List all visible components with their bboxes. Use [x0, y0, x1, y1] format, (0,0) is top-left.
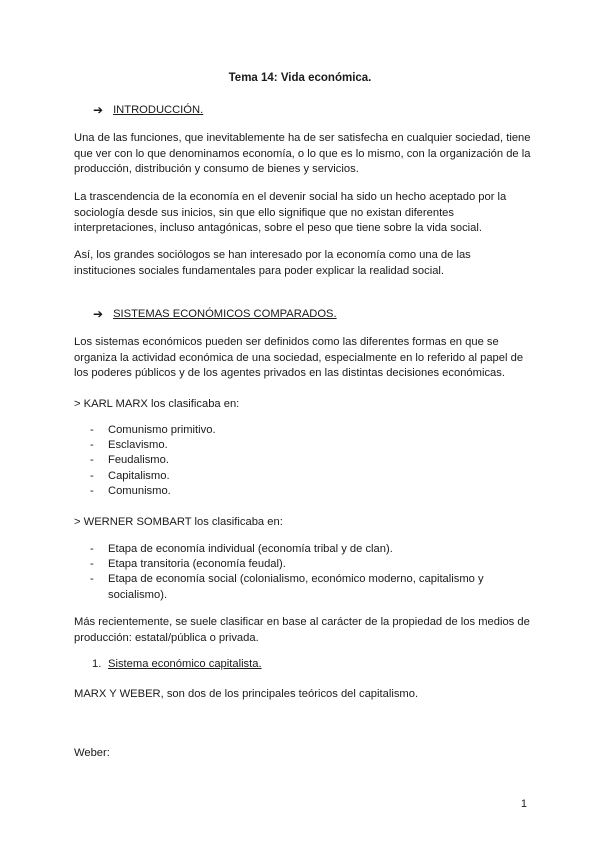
arrow-bullet-icon: ➔ [93, 307, 104, 321]
arrow-bullet-icon: ➔ [93, 103, 104, 117]
marx-lead: > KARL MARX los clasificaba en: [74, 398, 240, 410]
weber-label: Weber: [74, 747, 110, 759]
dash-bullet: - [90, 543, 94, 555]
paragraph-systems: Los sistemas económicos pueden ser definidos como las diferentes formas en que se organiza la actividad económica de una sociedad, especialmente en lo referido al papel de los poderes públicos y de los agentes privados en las distintas decisiones económicas. [74, 336, 524, 379]
list-item: - Esclavismo. [0, 438, 508, 453]
list-item: - Feudalismo. [0, 453, 508, 468]
paragraph-intro-2: La trascendencia de la economía en el devenir social ha sido un hecho aceptado por la sociología desde sus inicios, sin que ello signifique que no existan diferentes interpretaciones, incluso antagónicas, sobre el peso que tiene sobre la vida social. [74, 191, 507, 234]
paragraph-intro-1: Una de las funciones, que inevitablemente ha de ser satisfecha en cualquier sociedad, tiene que ver con lo que denominamos economía, o lo que es lo mismo, con la organización de la producción, distribución y consumo de bienes y servicios. [74, 132, 531, 175]
section-heading-label: INTRODUCCIÓN. [113, 104, 204, 116]
section-heading-label: SISTEMAS ECONÓMICOS COMPARADOS. [113, 308, 337, 320]
dash-bullet: - [90, 454, 94, 467]
item-label: Sistema económico capitalista. [108, 658, 262, 670]
list-item: - Etapa de economía social (colonialismo, económico moderno, capitalismo y socialismo). [90, 573, 484, 601]
dash-bullet: - [90, 484, 94, 497]
numbered-item-capitalista [92, 658, 262, 670]
dash-bullet: - [90, 439, 94, 452]
sombart-lead: > WERNER SOMBART los clasificaba en: [74, 516, 283, 528]
paragraph-intro-3: Así, los grandes sociólogos se han interesado por la economía como una de las instituciones sociales fundamentales para poder explicar la realidad social. [74, 249, 471, 277]
item-number: 1. [92, 658, 102, 670]
page-number: 1 [520, 798, 527, 810]
document-title: Tema 14: Vida económica. [228, 72, 372, 84]
list-item: - Comunismo. [0, 484, 508, 499]
sombart-list [0, 542, 600, 603]
paragraph-marx-weber: MARX Y WEBER, son dos de los principales teóricos del capitalismo. [74, 688, 419, 700]
list-item: - Etapa de economía individual (economía tribal y de clan). [0, 542, 508, 557]
section-heading-sistemas [93, 307, 337, 321]
section-heading-introduccion [93, 103, 203, 117]
dash-bullet: - [90, 469, 94, 482]
paragraph-recent: Más recientemente, se suele clasificar en base al carácter de la propiedad de los medios de producción: estatal/pública o privada. [74, 616, 530, 644]
marx-list [0, 423, 600, 499]
list-item: - Capitalismo. [0, 469, 508, 484]
dash-bullet: - [90, 558, 94, 571]
dash-bullet: - [90, 573, 94, 586]
list-item: - Etapa transitoria (economía feudal). [0, 557, 508, 572]
list-item: - Comunismo primitivo. [0, 423, 508, 438]
dash-bullet: - [90, 424, 94, 436]
